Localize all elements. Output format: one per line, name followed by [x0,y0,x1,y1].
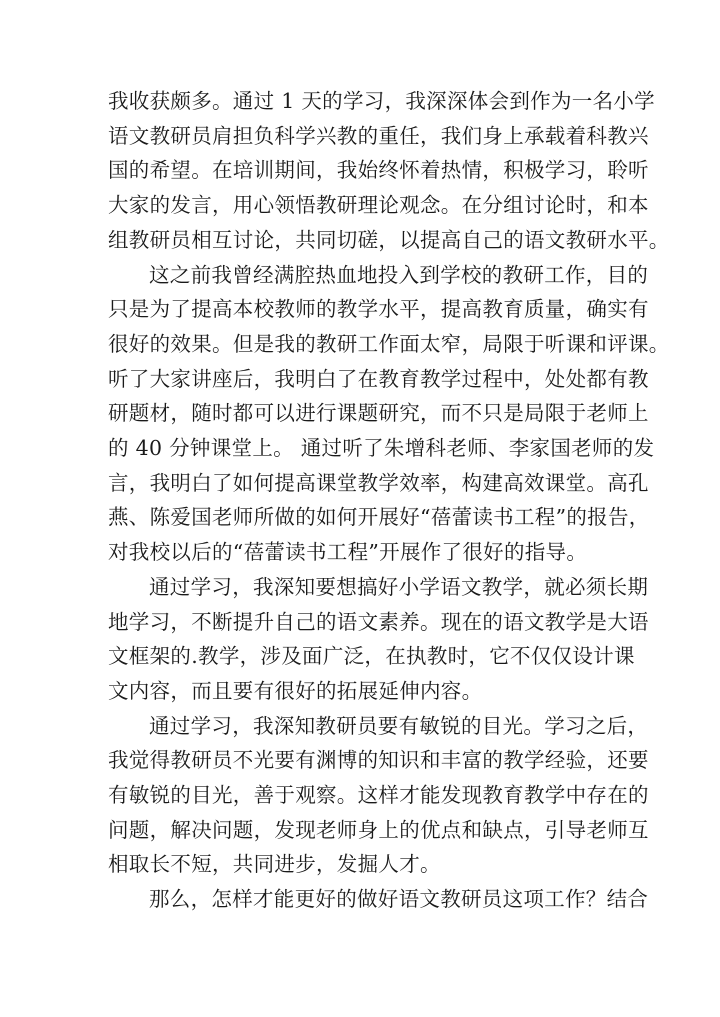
text-line: 言，我明白了如何提高课堂教学效率，构建高效课堂。高孔 [108,470,649,495]
text-line: 语文教研员肩担负科学兴教的重任，我们身上承载着科教兴 [108,123,649,148]
text-line: 文内容，而且要有很好的拓展延伸内容。 [108,678,483,703]
text-line: 大家的发言，用心领悟教研理论观念。在分组讨论时，和本 [108,193,649,218]
text-line: 文框架的.教学，涉及面广泛，在执教时，它不仅仅设计课 [108,644,635,669]
text-line: 组教研员相互讨论，共同切磋，以提高自己的语文教研水平。 [108,227,670,252]
text-line: 我觉得教研员不光要有渊博的知识和丰富的教学经验，还要 [108,748,649,773]
text-line: 听了大家讲座后，我明白了在教育教学过程中，处处都有教 [108,366,649,391]
text-line: 地学习，不断提升自己的语文素养。现在的语文教学是大语 [108,609,649,634]
paragraph-2 [108,258,670,570]
paragraph-5 [108,882,649,917]
text-line: 相取长不短，共同进步，发掘人才。 [108,852,441,877]
paragraph-4 [108,709,649,883]
text-line: 通过学习，我深知要想搞好小学语文教学，就必须长期 [149,574,649,599]
text-line: 我收获颇多。通过 1 天的学习，我深深体会到作为一名小学 [108,89,655,113]
text-line: 燕、陈爱国老师所做的如何开展好“蓓蕾读书工程”的报告， [108,505,650,530]
paragraph-3 [108,570,649,709]
text-line: 问题，解决问题，发现老师身上的优点和缺点，引导老师互 [108,817,649,842]
text-line: 这之前我曾经满腔热血地投入到学校的教研工作，目的 [149,262,649,287]
text-line: 通过学习，我深知教研员要有敏锐的目光。学习之后， [149,713,649,738]
text-line: 的 40 分钟课堂上。 通过听了朱增科老师、李家国老师的发 [108,436,655,461]
text-line: 很好的效果。但是我的教研工作面太窄，局限于听课和评课。 [108,331,670,356]
text-line: 国的希望。在培训期间，我始终怀着热情，积极学习，聆听 [108,158,649,183]
text-line: 有敏锐的目光，善于观察。这样才能发现教育教学中存在的 [108,783,649,808]
text-line: 研题材，随时都可以进行课题研究，而不只是局限于老师上 [108,401,649,426]
text-line: 对我校以后的“蓓蕾读书工程”开展作了很好的指导。 [108,540,588,565]
text-line: 那么，怎样才能更好的做好语文教研员这项工作？结合 [149,887,649,912]
paragraph-1 [108,84,670,258]
document-body [108,84,670,917]
text-line: 只是为了提高本校教师的教学水平，提高教育质量，确实有 [108,297,649,322]
